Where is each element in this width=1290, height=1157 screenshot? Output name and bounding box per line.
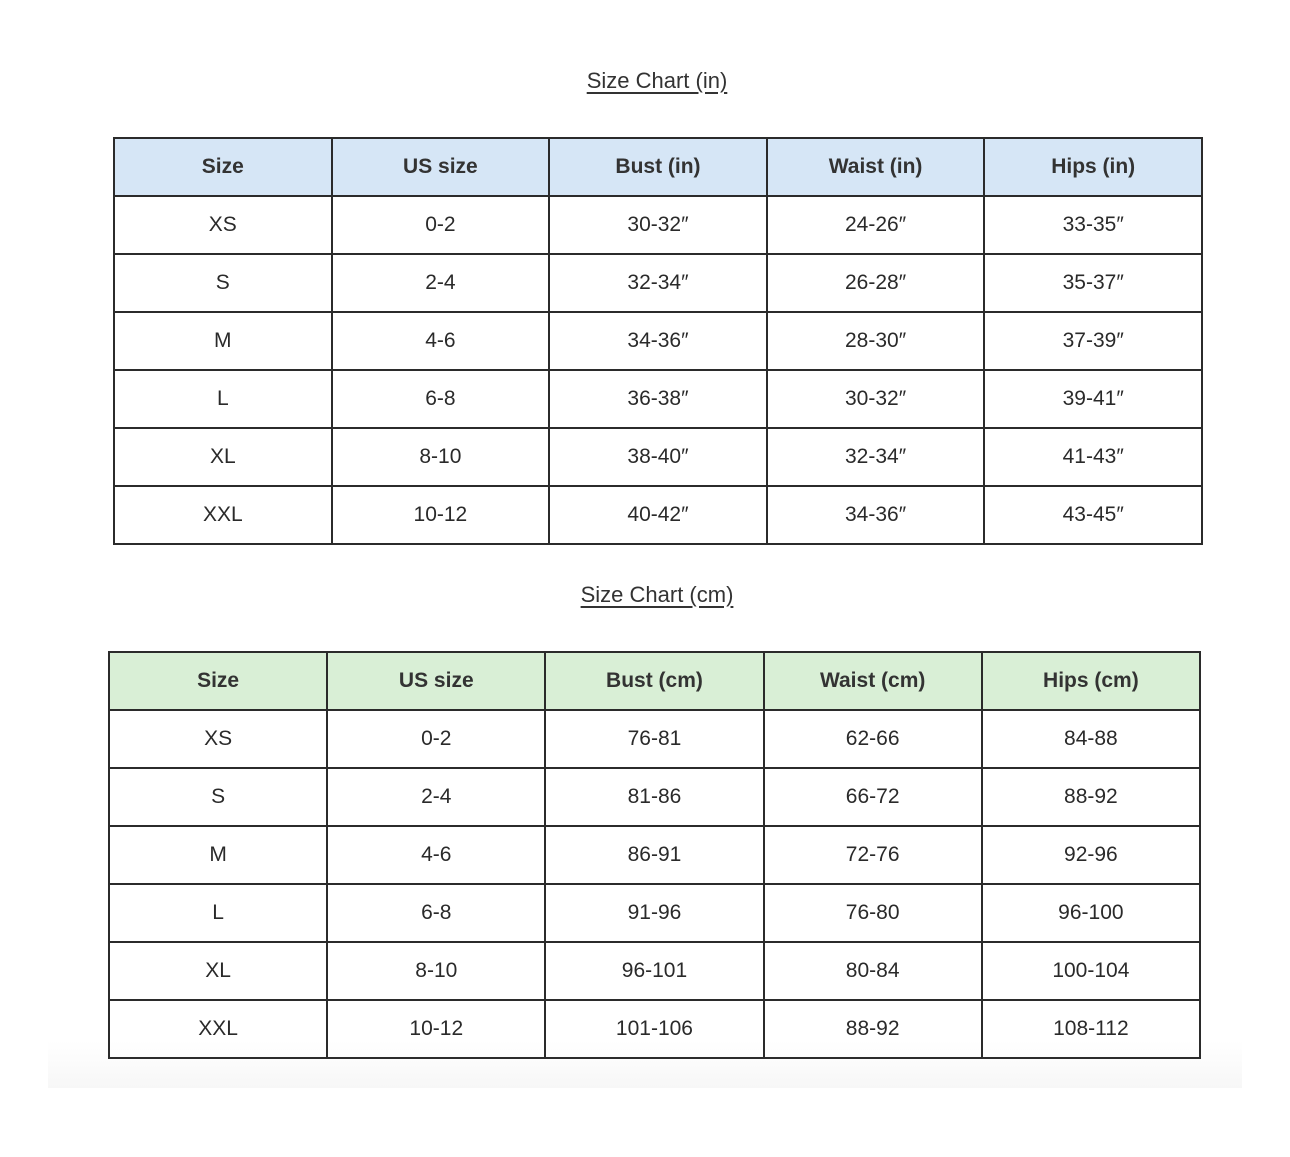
cell-size: XXL (114, 486, 332, 544)
cell-bust: 40-42″ (549, 486, 767, 544)
cell-us-size: 2-4 (327, 768, 545, 826)
cell-us-size: 0-2 (332, 196, 550, 254)
size-chart-inches-table (113, 137, 1203, 545)
cell-bust: 96-101 (545, 942, 763, 1000)
cell-bust: 81-86 (545, 768, 763, 826)
cell-waist: 72-76 (764, 826, 982, 884)
cell-us-size: 2-4 (332, 254, 550, 312)
cell-bust: 101-106 (545, 1000, 763, 1058)
cell-us-size: 10-12 (327, 1000, 545, 1058)
header-bust: Bust (cm) (545, 652, 763, 710)
cell-hips: 96-100 (982, 884, 1200, 942)
cell-size: S (114, 254, 332, 312)
table-row (109, 884, 1200, 942)
cell-size: S (109, 768, 327, 826)
cell-size: XS (109, 710, 327, 768)
cell-hips: 88-92 (982, 768, 1200, 826)
table-row (109, 942, 1200, 1000)
cell-waist: 62-66 (764, 710, 982, 768)
header-size: Size (109, 652, 327, 710)
table-header-row (109, 652, 1200, 710)
header-bust: Bust (in) (549, 138, 767, 196)
cell-us-size: 6-8 (327, 884, 545, 942)
table-row (114, 254, 1202, 312)
table-row (109, 1000, 1200, 1058)
header-us-size: US size (332, 138, 550, 196)
header-size: Size (114, 138, 332, 196)
size-chart-cm-title: Size Chart (cm) (580, 582, 734, 607)
cell-waist: 32-34″ (767, 428, 985, 486)
cell-us-size: 8-10 (332, 428, 550, 486)
cell-waist: 26-28″ (767, 254, 985, 312)
cell-hips: 108-112 (982, 1000, 1200, 1058)
cell-bust: 91-96 (545, 884, 763, 942)
cell-waist: 30-32″ (767, 370, 985, 428)
size-chart-cm-table (108, 651, 1201, 1059)
table-header-row (114, 138, 1202, 196)
cell-waist: 34-36″ (767, 486, 985, 544)
header-waist: Waist (cm) (764, 652, 982, 710)
cell-hips: 37-39″ (984, 312, 1202, 370)
cell-bust: 86-91 (545, 826, 763, 884)
cell-size: L (114, 370, 332, 428)
cell-size: XL (109, 942, 327, 1000)
cell-hips: 84-88 (982, 710, 1200, 768)
cell-waist: 76-80 (764, 884, 982, 942)
cell-hips: 39-41″ (984, 370, 1202, 428)
cell-hips: 92-96 (982, 826, 1200, 884)
cell-us-size: 6-8 (332, 370, 550, 428)
cell-waist: 80-84 (764, 942, 982, 1000)
table-row (114, 486, 1202, 544)
table-row (114, 312, 1202, 370)
cell-bust: 32-34″ (549, 254, 767, 312)
cell-hips: 35-37″ (984, 254, 1202, 312)
cell-size: XL (114, 428, 332, 486)
cell-size: M (109, 826, 327, 884)
table-row (114, 370, 1202, 428)
cell-waist: 66-72 (764, 768, 982, 826)
header-hips: Hips (in) (984, 138, 1202, 196)
cell-hips: 43-45″ (984, 486, 1202, 544)
cell-bust: 36-38″ (549, 370, 767, 428)
table-row (114, 196, 1202, 254)
cell-bust: 76-81 (545, 710, 763, 768)
cell-size: L (109, 884, 327, 942)
cell-us-size: 8-10 (327, 942, 545, 1000)
cell-us-size: 4-6 (332, 312, 550, 370)
cell-size: M (114, 312, 332, 370)
cell-waist: 28-30″ (767, 312, 985, 370)
cell-waist: 88-92 (764, 1000, 982, 1058)
cell-bust: 30-32″ (549, 196, 767, 254)
cell-bust: 38-40″ (549, 428, 767, 486)
cell-size: XS (114, 196, 332, 254)
cell-bust: 34-36″ (549, 312, 767, 370)
cell-waist: 24-26″ (767, 196, 985, 254)
table-row (109, 768, 1200, 826)
cell-hips: 33-35″ (984, 196, 1202, 254)
cell-us-size: 4-6 (327, 826, 545, 884)
cell-us-size: 10-12 (332, 486, 550, 544)
cell-us-size: 0-2 (327, 710, 545, 768)
cell-size: XXL (109, 1000, 327, 1058)
header-waist: Waist (in) (767, 138, 985, 196)
cell-hips: 100-104 (982, 942, 1200, 1000)
table-row (109, 826, 1200, 884)
size-chart-inches-title: Size Chart (in) (586, 68, 728, 93)
table-row (114, 428, 1202, 486)
table-row (109, 710, 1200, 768)
cell-hips: 41-43″ (984, 428, 1202, 486)
header-hips: Hips (cm) (982, 652, 1200, 710)
header-us-size: US size (327, 652, 545, 710)
